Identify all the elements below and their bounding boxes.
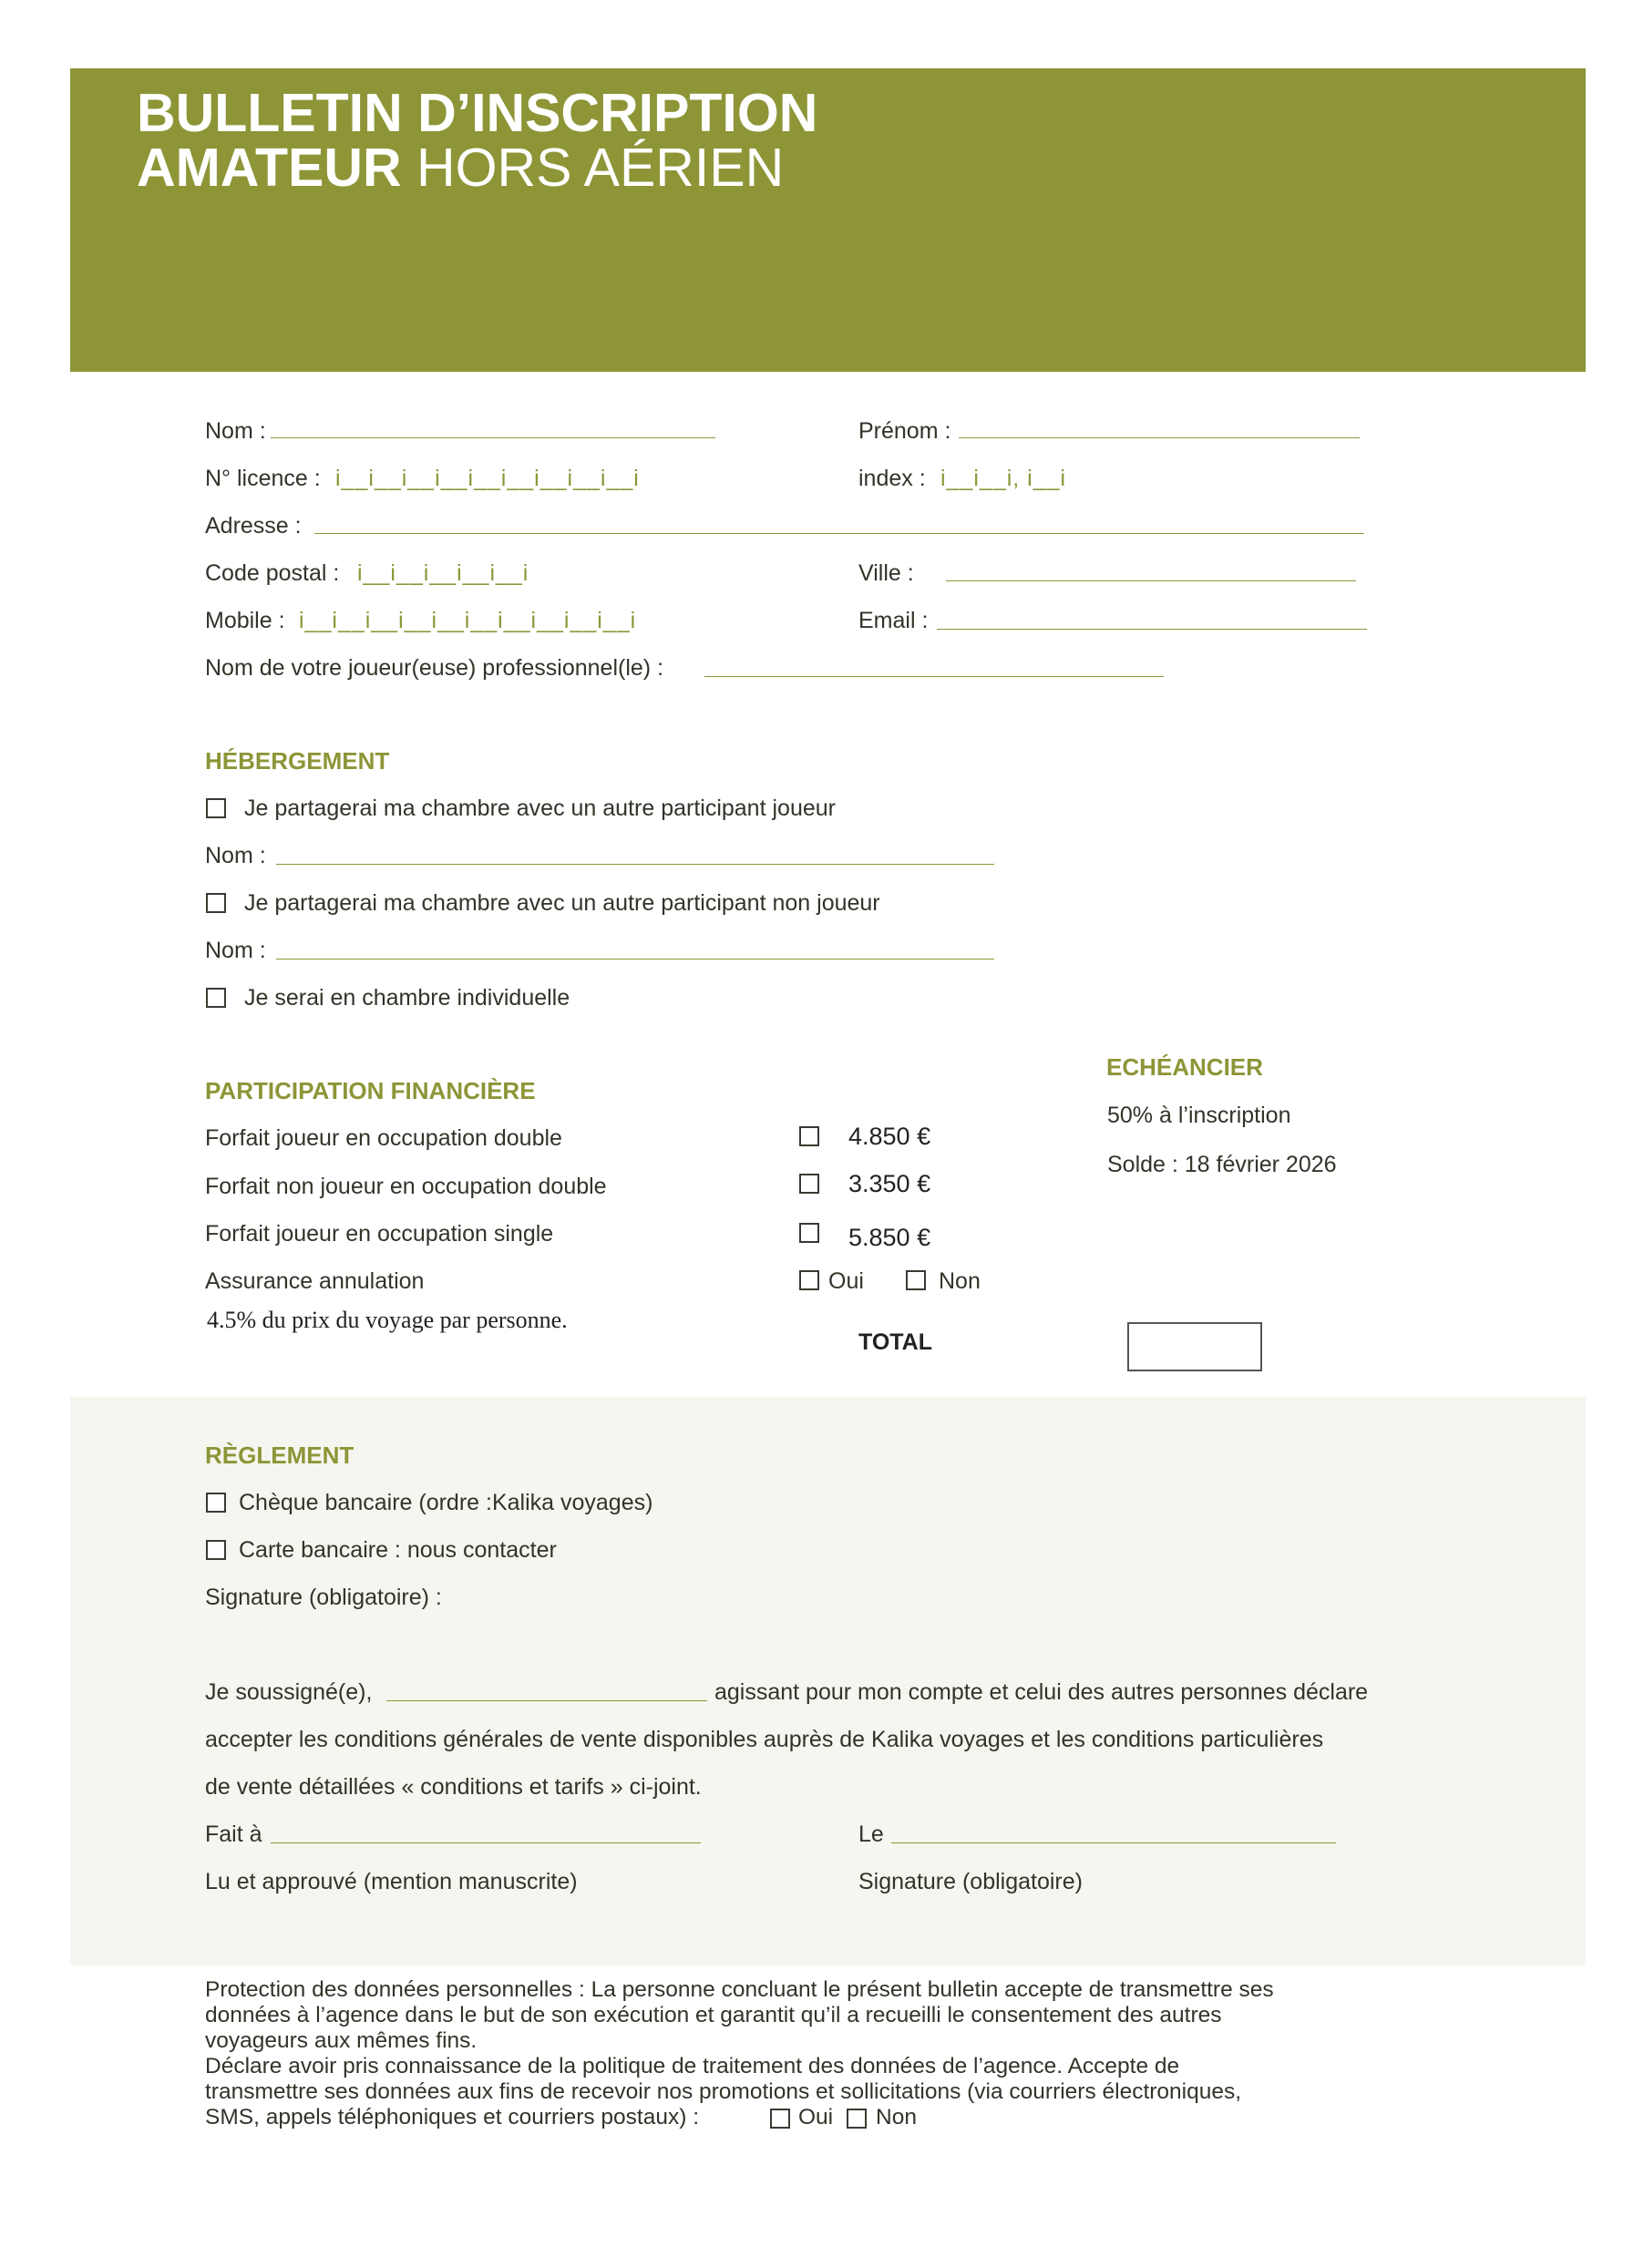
carte-checkbox[interactable] bbox=[206, 1540, 226, 1560]
code-postal-label: Code postal : bbox=[205, 560, 340, 586]
hebergement-heading: HÉBERGEMENT bbox=[205, 747, 390, 775]
title-light-part: HORS AÉRIEN bbox=[416, 138, 785, 198]
share-player-nom-field[interactable] bbox=[276, 864, 994, 865]
index-label: index : bbox=[858, 466, 926, 491]
declaration-line3: de vente détaillées « conditions et tarifs » ci-joint. bbox=[205, 1774, 702, 1800]
date-field[interactable] bbox=[891, 1842, 1336, 1843]
signature2-label: Signature (obligatoire) bbox=[858, 1869, 1083, 1894]
ville-label: Ville : bbox=[858, 560, 914, 586]
mobile-field[interactable]: i__i__i__i__i__i__i__i__i__i__i bbox=[299, 608, 637, 633]
assurance-oui-label: Oui bbox=[828, 1268, 864, 1294]
privacy-line4: Déclare avoir pris connaissance de la politique de traitement des données de l’agence. Accepte de bbox=[205, 2054, 1180, 2078]
signature-label: Signature (obligatoire) : bbox=[205, 1585, 442, 1610]
prenom-label: Prénom : bbox=[858, 418, 951, 444]
share-player-nom-label: Nom : bbox=[205, 843, 266, 868]
joueur-pro-field[interactable] bbox=[704, 676, 1164, 677]
share-player-checkbox[interactable] bbox=[206, 798, 226, 818]
forfait-checkbox-3[interactable] bbox=[799, 1223, 819, 1243]
declaration-rest: agissant pour mon compte et celui des autres personnes déclare bbox=[714, 1679, 1369, 1705]
index-field[interactable]: i__i__i, i__i bbox=[940, 466, 1067, 491]
privacy-non-checkbox[interactable] bbox=[847, 2109, 867, 2129]
forfait-price-2: 3.350 € bbox=[848, 1170, 931, 1197]
joueur-pro-label: Nom de votre joueur(euse) professionnel(le) : bbox=[205, 655, 664, 681]
share-nonplayer-checkbox[interactable] bbox=[206, 893, 226, 913]
forfait-price-3: 5.850 € bbox=[848, 1224, 931, 1251]
title-bold-part: AMATEUR bbox=[137, 138, 402, 198]
prenom-field[interactable] bbox=[959, 437, 1360, 438]
page-title-line2 bbox=[137, 139, 784, 197]
privacy-oui-checkbox[interactable] bbox=[770, 2109, 790, 2129]
licence-field[interactable]: i__i__i__i__i__i__i__i__i__i bbox=[335, 466, 640, 491]
mobile-label: Mobile : bbox=[205, 608, 285, 633]
assurance-note: 4.5% du prix du voyage par personne. bbox=[207, 1307, 568, 1333]
forfait-checkbox-1[interactable] bbox=[799, 1126, 819, 1146]
cheque-checkbox[interactable] bbox=[206, 1493, 226, 1513]
echeancier-heading: ECHÉANCIER bbox=[1106, 1053, 1263, 1081]
email-label: Email : bbox=[858, 608, 929, 633]
cheque-label: Chèque bancaire (ordre :Kalika voyages) bbox=[239, 1490, 653, 1515]
nom-field[interactable] bbox=[271, 437, 715, 438]
lu-approuve-label: Lu et approuvé (mention manuscrite) bbox=[205, 1869, 578, 1894]
forfait-label-3: Forfait joueur en occupation single bbox=[205, 1221, 554, 1247]
carte-label: Carte bancaire : nous contacter bbox=[239, 1537, 557, 1563]
participation-heading: PARTICIPATION FINANCIÈRE bbox=[205, 1077, 536, 1104]
privacy-line5: transmettre ses données aux fins de recevoir nos promotions et sollicitations (via courriers électroniques, bbox=[205, 2079, 1242, 2104]
assurance-non-label: Non bbox=[939, 1268, 981, 1294]
nom-label: Nom : bbox=[205, 418, 266, 444]
privacy-line3: voyageurs aux mêmes fins. bbox=[205, 2028, 478, 2053]
forfait-checkbox-2[interactable] bbox=[799, 1174, 819, 1194]
share-nonplayer-nom-field[interactable] bbox=[276, 959, 994, 960]
forfait-price-1: 4.850 € bbox=[848, 1123, 931, 1150]
share-nonplayer-nom-label: Nom : bbox=[205, 938, 266, 963]
share-nonplayer-label: Je partagerai ma chambre avec un autre participant non joueur bbox=[244, 890, 880, 916]
privacy-line2: données à l’agence dans le but de son exécution et garantit qu’il a recueilli le consentement des autres bbox=[205, 2003, 1222, 2027]
share-player-label: Je partagerai ma chambre avec un autre participant joueur bbox=[244, 795, 836, 821]
single-room-label: Je serai en chambre individuelle bbox=[244, 985, 570, 1011]
assurance-oui-checkbox[interactable] bbox=[799, 1270, 819, 1290]
declaration-start: Je soussigné(e), bbox=[205, 1679, 373, 1705]
echeancier-line1: 50% à l’inscription bbox=[1107, 1103, 1291, 1128]
le-label: Le bbox=[858, 1822, 884, 1847]
reglement-heading: RÈGLEMENT bbox=[205, 1442, 354, 1469]
total-label: TOTAL bbox=[858, 1329, 933, 1355]
total-field[interactable] bbox=[1127, 1322, 1262, 1371]
fait-a-field[interactable] bbox=[271, 1842, 701, 1843]
forfait-label-1: Forfait joueur en occupation double bbox=[205, 1125, 562, 1151]
privacy-line1: Protection des données personnelles : La personne concluant le présent bulletin accepte de transmettre ses bbox=[205, 1977, 1274, 2002]
code-postal-field[interactable]: i__i__i__i__i__i bbox=[357, 560, 529, 586]
assurance-label: Assurance annulation bbox=[205, 1268, 425, 1294]
single-room-checkbox[interactable] bbox=[206, 988, 226, 1008]
fait-a-label: Fait à bbox=[205, 1822, 262, 1847]
privacy-oui-label: Oui bbox=[798, 2105, 834, 2129]
forfait-label-2: Forfait non joueur en occupation double bbox=[205, 1174, 607, 1199]
privacy-non-label: Non bbox=[876, 2105, 917, 2129]
declaration-line2: accepter les conditions générales de vente disponibles auprès de Kalika voyages et les conditions particulières bbox=[205, 1727, 1324, 1752]
soussigne-field[interactable] bbox=[386, 1700, 707, 1701]
assurance-non-checkbox[interactable] bbox=[906, 1270, 926, 1290]
email-field[interactable] bbox=[937, 629, 1367, 630]
adresse-label: Adresse : bbox=[205, 513, 302, 539]
page-title-line1: BULLETIN D’INSCRIPTION bbox=[137, 83, 818, 143]
ville-field[interactable] bbox=[946, 580, 1356, 581]
licence-label: N° licence : bbox=[205, 466, 321, 491]
adresse-field[interactable] bbox=[314, 533, 1364, 534]
echeancier-line2: Solde : 18 février 2026 bbox=[1107, 1152, 1337, 1177]
privacy-line6: SMS, appels téléphoniques et courriers postaux) : bbox=[205, 2105, 700, 2129]
